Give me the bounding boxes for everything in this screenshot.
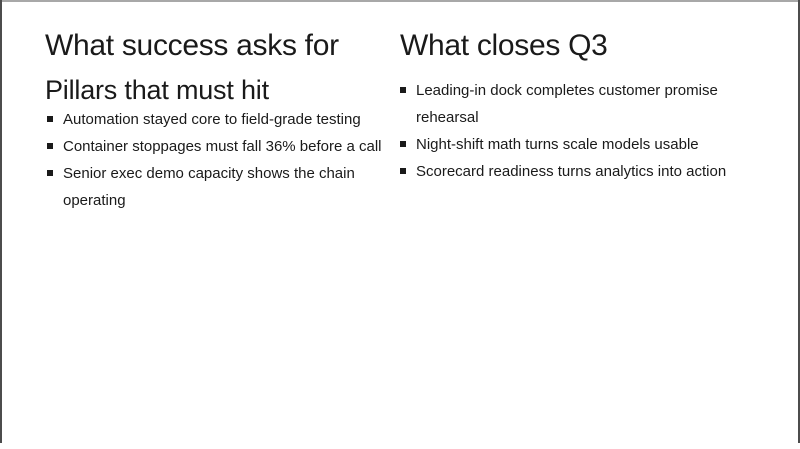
bullet-square-icon <box>400 168 406 174</box>
bullet-item <box>47 160 395 214</box>
bullet-square-icon <box>47 170 53 176</box>
bullet-text: Container stoppages must fall 36% before a call <box>63 138 382 155</box>
right-column-title: What closes Q3 <box>400 29 608 62</box>
slide-left-border <box>0 0 2 443</box>
left-column-subtitle: Pillars that must hit <box>45 75 269 105</box>
bullet-item <box>400 158 752 185</box>
bullet-text: Leading-in dock completes customer promise rehearsal <box>416 82 718 126</box>
left-column-title: What success asks for <box>45 29 339 62</box>
bullet-item <box>47 106 395 133</box>
left-column <box>45 26 395 214</box>
bullet-text: Night-shift math turns scale models usable <box>416 136 699 153</box>
bullet-item <box>400 77 752 131</box>
bullet-text: Senior exec demo capacity shows the chain operating <box>63 165 355 209</box>
bullet-square-icon <box>400 87 406 93</box>
bullet-text: Automation stayed core to field-grade testing <box>63 111 361 128</box>
left-bullet-list <box>45 106 395 214</box>
bullet-item <box>47 133 395 160</box>
slide-top-border <box>0 0 800 2</box>
bullet-square-icon <box>400 141 406 147</box>
bullet-square-icon <box>47 143 53 149</box>
right-column <box>400 26 752 185</box>
bullet-item <box>400 131 752 158</box>
bullet-square-icon <box>47 116 53 122</box>
right-bullet-list <box>400 77 752 185</box>
bullet-text: Scorecard readiness turns analytics into action <box>416 163 727 180</box>
